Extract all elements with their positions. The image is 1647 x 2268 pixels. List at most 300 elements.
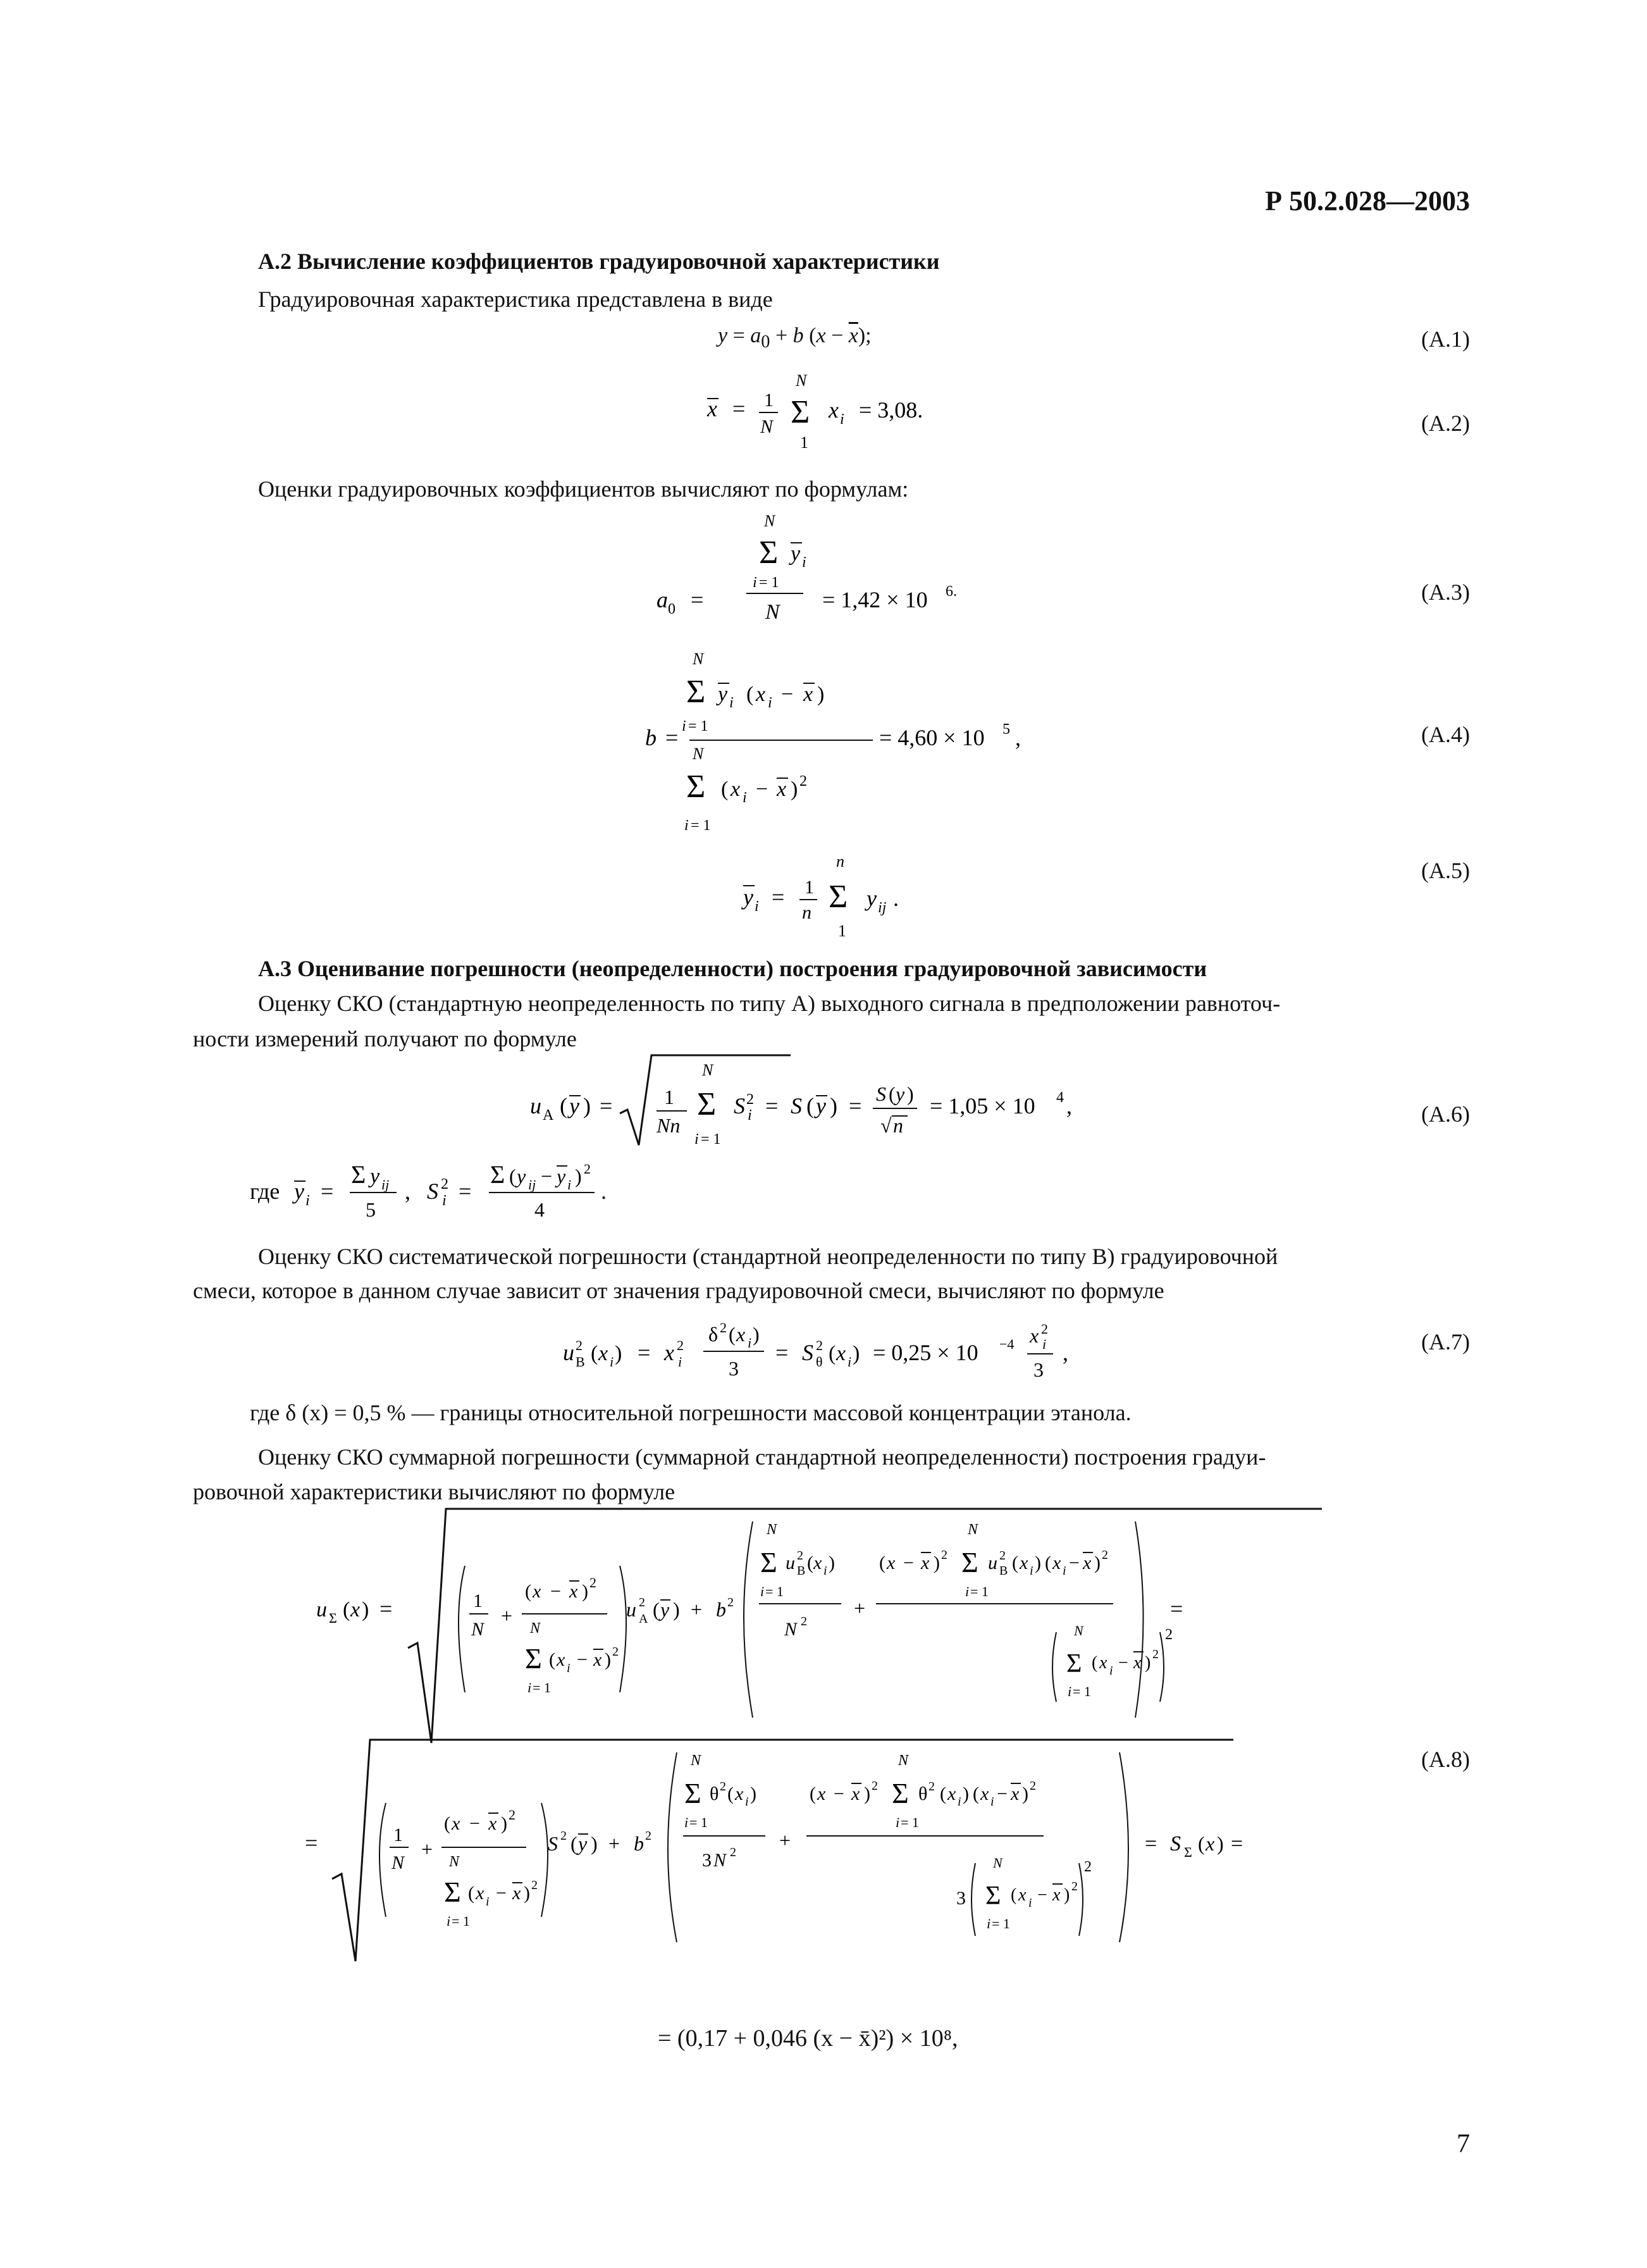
svg-text:= 1,42 × 10: = 1,42 × 10 [822, 587, 928, 612]
svg-text:3: 3 [1033, 1358, 1044, 1381]
svg-text:=: = [379, 1596, 393, 1621]
svg-text:x: x [731, 778, 741, 801]
svg-text:y: y [569, 1093, 579, 1119]
svg-text:,: , [1015, 725, 1021, 750]
equation-a2 [696, 367, 1025, 462]
svg-text:): ) [362, 1598, 369, 1621]
svg-text:2: 2 [509, 1807, 515, 1823]
svg-text:i: i [486, 1895, 490, 1909]
svg-text:−: − [756, 778, 768, 801]
svg-text:−: − [834, 1783, 844, 1804]
svg-text:= 1: = 1 [992, 1916, 1010, 1931]
equation-a6 [525, 1044, 1189, 1151]
svg-text:Σ: Σ [329, 1610, 337, 1626]
svg-text:2: 2 [1102, 1548, 1108, 1562]
svg-text:x: x [851, 1783, 860, 1804]
svg-text:i: i [684, 1814, 689, 1830]
svg-text:x: x [829, 397, 839, 423]
equation-number-a8: (А.8) [1421, 1747, 1470, 1772]
svg-text:a: a [657, 587, 668, 612]
svg-text:x: x [1020, 1552, 1028, 1573]
svg-text:): ) [673, 1598, 680, 1621]
svg-text:x: x [1052, 1885, 1061, 1905]
svg-text:N: N [767, 1521, 777, 1538]
svg-text:x: x [1018, 1885, 1027, 1905]
svg-text:=: = [849, 1093, 862, 1119]
svg-text:= 1: = 1 [533, 1680, 551, 1695]
svg-text:6.: 6. [946, 583, 957, 600]
svg-text:i: i [760, 1583, 765, 1599]
svg-text:(: ( [806, 1093, 814, 1119]
svg-text:i: i [610, 1354, 614, 1370]
equation-a3 [639, 512, 1044, 639]
svg-text:(: ( [343, 1598, 350, 1621]
svg-text:(: ( [829, 1342, 836, 1365]
where-formula-yi-si [250, 1148, 705, 1230]
svg-text:(: ( [444, 1813, 450, 1834]
svg-text:= 1: = 1 [901, 1814, 919, 1830]
section-a3-p2-line1: Оценку СКО систематической погрешности (стандартной неопределенности по типу В) градуировочной [258, 1244, 1278, 1269]
svg-text:N: N [796, 371, 807, 390]
svg-text:2: 2 [584, 1161, 591, 1177]
svg-text:(: ( [810, 1783, 816, 1804]
svg-text:1: 1 [800, 433, 808, 452]
svg-text:(: ( [549, 1649, 555, 1670]
svg-text:b: b [645, 725, 657, 750]
svg-text:(: ( [571, 1832, 577, 1855]
svg-text:+: + [608, 1832, 620, 1855]
svg-text:0: 0 [668, 601, 675, 617]
svg-text:−: − [496, 1883, 507, 1904]
svg-text:=: = [321, 1179, 334, 1204]
svg-text:3: 3 [702, 1850, 712, 1871]
svg-text:x: x [707, 396, 717, 421]
svg-text:): ) [615, 1342, 622, 1365]
svg-text:): ) [591, 1832, 598, 1855]
svg-text:2: 2 [589, 1575, 596, 1590]
svg-text:Σ: Σ [961, 1546, 978, 1578]
svg-text:N: N [993, 1855, 1002, 1871]
svg-text:(: ( [1012, 1552, 1018, 1573]
svg-text:+: + [421, 1838, 433, 1861]
svg-text:): ) [753, 1323, 760, 1346]
svg-text:(: ( [727, 1783, 734, 1804]
svg-text:+: + [501, 1604, 513, 1627]
svg-text:+: + [854, 1597, 866, 1620]
svg-text:=: = [775, 1340, 789, 1365]
svg-text:2: 2 [531, 1878, 538, 1892]
svg-text:x: x [803, 683, 813, 706]
svg-text:ij: ij [878, 900, 887, 916]
svg-text:N: N [1074, 1623, 1083, 1639]
svg-text:=: = [732, 396, 746, 421]
coefficients-intro: Оценки градуировочных коэффициентов вычисляют по формулам: [258, 476, 909, 502]
svg-text:= 1: = 1 [701, 1131, 721, 1148]
svg-text:b: b [634, 1832, 644, 1855]
svg-text:= 4,60 × 10: = 4,60 × 10 [879, 725, 985, 750]
svg-text:u: u [316, 1598, 327, 1621]
svg-text:S: S [802, 1340, 813, 1365]
svg-text:n: n [893, 1114, 903, 1137]
svg-text:B: B [797, 1564, 806, 1578]
equation-a5 [727, 848, 980, 955]
svg-text:ij: ij [528, 1177, 536, 1193]
svg-text:x: x [777, 778, 787, 801]
svg-text:): ) [1022, 1783, 1028, 1804]
svg-text:= 1: = 1 [765, 1583, 784, 1599]
svg-text:y: y [660, 1598, 670, 1621]
section-a3-title: А.3 Оценивание погрешности (неопределенности) построения градуировочной зависимости [258, 956, 1207, 981]
svg-text:(: ( [653, 1598, 660, 1621]
svg-text:x: x [921, 1552, 930, 1573]
svg-text:= 3,08.: = 3,08. [859, 397, 923, 423]
svg-text:x: x [887, 1552, 896, 1573]
equation-number-a7: (А.7) [1421, 1329, 1470, 1354]
svg-text:Σ: Σ [686, 674, 706, 710]
svg-text:x: x [1030, 1324, 1039, 1347]
svg-text:2: 2 [441, 1176, 448, 1193]
equation-a8-final: = (0,17 + 0,046 (x − x̄)²) × 10⁸, [658, 2025, 958, 2052]
svg-text:N: N [898, 1752, 909, 1769]
svg-text:i: i [694, 1131, 699, 1148]
svg-text:−: − [550, 1581, 561, 1602]
svg-text:S: S [734, 1093, 745, 1119]
svg-text:i: i [1042, 1336, 1047, 1352]
svg-text:): ) [817, 683, 825, 706]
svg-text:Σ: Σ [1184, 1844, 1192, 1860]
svg-text:x: x [598, 1342, 608, 1365]
svg-text:2: 2 [677, 1337, 684, 1353]
svg-text:2: 2 [576, 1337, 583, 1353]
svg-text:u: u [786, 1552, 795, 1573]
section-a2-intro: Градуировочная характеристика представлена в виде [258, 287, 773, 312]
svg-text:+: + [779, 1829, 791, 1852]
svg-text:N: N [702, 1061, 713, 1079]
section-a3-p3-line2: ровочной характеристики вычисляют по формуле [193, 1479, 675, 1504]
svg-text:(: ( [509, 1165, 516, 1187]
svg-text:1: 1 [764, 390, 774, 411]
svg-text:y: y [370, 1165, 380, 1188]
svg-text:i: i [1030, 1564, 1033, 1578]
svg-text:): ) [830, 1093, 837, 1119]
svg-text:1: 1 [838, 922, 846, 940]
svg-text:x: x [980, 1783, 989, 1804]
svg-text:u: u [530, 1093, 541, 1119]
svg-text:n: n [836, 852, 844, 871]
svg-text:x: x [735, 1783, 744, 1804]
svg-text:x: x [664, 1340, 674, 1365]
svg-text:Σ: Σ [892, 1777, 909, 1809]
svg-text:−4: −4 [999, 1336, 1015, 1352]
svg-text:N: N [764, 512, 775, 530]
svg-text:=: = [600, 1093, 613, 1119]
svg-text:+: + [691, 1598, 703, 1621]
svg-text:−: − [997, 1783, 1008, 1804]
svg-text:x: x [452, 1813, 460, 1834]
svg-text:S: S [548, 1832, 558, 1855]
svg-text:5: 5 [366, 1198, 376, 1221]
svg-text:Σ: Σ [760, 1546, 777, 1578]
svg-text:Σ: Σ [1066, 1649, 1082, 1678]
svg-text:i: i [1028, 1896, 1032, 1910]
svg-text:(: ( [1198, 1832, 1205, 1855]
svg-text:i: i [987, 1916, 991, 1931]
svg-text:2: 2 [816, 1337, 823, 1353]
svg-text:2: 2 [1071, 1880, 1078, 1893]
svg-text:x: x [476, 1883, 484, 1904]
svg-text:i: i [745, 1795, 749, 1809]
svg-text:x: x [813, 1552, 822, 1573]
svg-text:): ) [605, 1649, 611, 1670]
svg-text:i: i [748, 1107, 752, 1124]
svg-text:,: , [405, 1179, 410, 1204]
svg-text:(: ( [807, 1552, 813, 1573]
svg-text:(: ( [879, 1552, 885, 1573]
svg-text:Σ: Σ [444, 1876, 461, 1908]
svg-text:N: N [530, 1620, 541, 1637]
section-a3-p1-line2: ности измерений получают по формуле [193, 1026, 577, 1051]
svg-text:=: = [305, 1830, 318, 1856]
svg-text:): ) [853, 1342, 860, 1365]
svg-text:Σ: Σ [985, 1881, 1001, 1911]
svg-text:(: ( [1092, 1653, 1098, 1673]
document-id: Р 50.2.028—2003 [1265, 185, 1470, 216]
svg-text:i: i [305, 1193, 310, 1209]
svg-text:−: − [1118, 1653, 1128, 1673]
svg-text:2: 2 [999, 1549, 1006, 1563]
svg-text:(: ( [746, 683, 754, 706]
section-a3-p1-line1: Оценку СКО (стандартную неопределенность по типу А) выходного сигнала в предположении равноточ- [258, 991, 1281, 1016]
svg-text:x: x [1083, 1552, 1092, 1573]
svg-text:S: S [1170, 1832, 1181, 1856]
svg-text:u: u [626, 1598, 636, 1621]
svg-text:u: u [563, 1340, 574, 1365]
svg-text:2: 2 [560, 1829, 567, 1843]
svg-text:y: y [294, 1179, 304, 1204]
where-delta-text: где δ (x) = 0,5 % — границы относительной погрешности массовой концентрации этанола. [250, 1400, 1132, 1425]
page-number: 7 [1457, 2129, 1470, 2159]
svg-text:(: ( [889, 1082, 896, 1105]
svg-text:x: x [557, 1649, 565, 1670]
svg-text:Σ: Σ [686, 769, 706, 805]
svg-text:Σ: Σ [791, 394, 810, 430]
svg-text:Nn: Nn [657, 1114, 681, 1137]
svg-text:i: i [1109, 1664, 1113, 1678]
equation-a1: $y = a_0 + b$ $(x - \overline{x})$; [718, 324, 872, 352]
svg-text:x: x [1052, 1552, 1061, 1573]
svg-text:=: = [665, 725, 679, 750]
svg-text:i: i [848, 1354, 852, 1370]
svg-text:=: = [1231, 1832, 1243, 1856]
svg-text:i: i [958, 1795, 961, 1809]
svg-text:Σ: Σ [490, 1160, 505, 1189]
svg-text:x: x [947, 1783, 956, 1804]
svg-text:i: i [1063, 1564, 1066, 1578]
svg-text:i: i [896, 1814, 900, 1830]
svg-text:): ) [1145, 1653, 1151, 1673]
svg-text:= 1: = 1 [688, 718, 708, 734]
svg-text:= 1: = 1 [689, 1814, 708, 1830]
equation-number-a5: (А.5) [1421, 858, 1470, 883]
svg-text:i: i [682, 718, 686, 734]
svg-text:2: 2 [941, 1548, 947, 1562]
svg-text:S: S [876, 1082, 886, 1105]
svg-text:−: − [577, 1649, 588, 1670]
svg-text:(: ( [721, 778, 729, 801]
svg-text:x: x [488, 1813, 497, 1834]
svg-text:): ) [583, 1093, 591, 1119]
svg-text:y: y [718, 683, 728, 706]
svg-text:x: x [756, 683, 766, 706]
svg-text:(: ( [468, 1883, 474, 1904]
svg-text:θ: θ [710, 1783, 719, 1804]
svg-text:(: ( [1011, 1885, 1017, 1905]
equation-number-a2: (А.2) [1421, 411, 1470, 436]
svg-text:): ) [1094, 1552, 1101, 1573]
svg-text:N: N [693, 650, 704, 668]
svg-text:.: . [893, 886, 899, 911]
svg-text:N: N [471, 1619, 484, 1640]
svg-text:= 1: = 1 [691, 817, 711, 834]
equation-number-a3: (А.3) [1421, 579, 1470, 605]
svg-text:i: i [567, 1177, 572, 1193]
svg-text:2: 2 [612, 1645, 619, 1659]
svg-text:): ) [1035, 1552, 1041, 1573]
svg-text:=: = [772, 884, 785, 910]
svg-text:2: 2 [720, 1320, 727, 1335]
svg-text:): ) [963, 1783, 969, 1804]
svg-text:i: i [753, 574, 757, 591]
svg-text:,: , [1066, 1093, 1072, 1119]
svg-text:= 0,25 × 10: = 0,25 × 10 [873, 1340, 978, 1365]
svg-text:y: y [791, 542, 801, 566]
svg-text:Σ: Σ [759, 535, 779, 571]
svg-text:i: i [527, 1680, 532, 1695]
svg-text:(: ( [940, 1783, 946, 1804]
svg-text:x: x [569, 1581, 578, 1602]
svg-text:x: x [736, 1323, 746, 1346]
svg-text:i: i [824, 1564, 827, 1578]
svg-text:Σ: Σ [684, 1777, 701, 1809]
svg-text:N: N [691, 1752, 701, 1769]
svg-text:2: 2 [801, 1614, 807, 1628]
svg-text:i: i [990, 1795, 994, 1809]
svg-text:(: ( [525, 1581, 531, 1602]
svg-text:2: 2 [720, 1780, 726, 1794]
svg-text:N: N [784, 1619, 798, 1640]
svg-text:= 1: = 1 [970, 1583, 989, 1599]
svg-text:= 1: = 1 [1073, 1683, 1091, 1699]
svg-text:y: y [517, 1165, 526, 1187]
svg-text:S: S [791, 1093, 802, 1119]
svg-text:1: 1 [473, 1590, 483, 1611]
svg-text:2: 2 [727, 1596, 734, 1609]
svg-text:i: i [567, 1661, 571, 1675]
svg-text:1: 1 [805, 877, 814, 898]
svg-text:2: 2 [799, 773, 807, 790]
svg-text:(: ( [729, 1323, 736, 1346]
svg-text:N: N [968, 1521, 978, 1538]
svg-text:2: 2 [872, 1779, 878, 1793]
svg-text:): ) [864, 1783, 870, 1804]
svg-text:(: ( [591, 1342, 598, 1365]
svg-text:2: 2 [639, 1596, 645, 1609]
svg-text:2: 2 [928, 1780, 935, 1794]
svg-text:y: y [557, 1165, 566, 1187]
equation-number-a4: (А.4) [1421, 722, 1470, 747]
svg-text:i: i [1068, 1683, 1072, 1699]
svg-text:): ) [501, 1813, 507, 1834]
svg-text:−: − [1037, 1885, 1047, 1905]
svg-text:): ) [582, 1581, 588, 1602]
svg-text:2: 2 [1084, 1859, 1092, 1875]
svg-text:): ) [907, 1082, 914, 1105]
svg-text:=: = [459, 1179, 472, 1204]
svg-text:3: 3 [729, 1357, 739, 1380]
svg-text:−: − [469, 1813, 480, 1834]
svg-text:=: = [638, 1340, 651, 1365]
svg-text:y: y [867, 886, 877, 911]
svg-text:2: 2 [1152, 1647, 1159, 1661]
svg-text:S: S [427, 1179, 438, 1204]
svg-text:x: x [1099, 1653, 1107, 1673]
svg-text:θ: θ [918, 1783, 928, 1804]
svg-text:N: N [713, 1850, 727, 1871]
svg-text:b: b [716, 1598, 726, 1621]
svg-text:N: N [449, 1854, 460, 1870]
svg-text:−: − [781, 683, 794, 706]
svg-text:=: = [765, 1093, 779, 1119]
svg-text:i: i [729, 695, 734, 711]
svg-text:x: x [817, 1783, 826, 1804]
svg-text:Σ: Σ [351, 1160, 366, 1189]
svg-text:i: i [768, 695, 772, 711]
svg-text:): ) [829, 1552, 835, 1573]
svg-text:): ) [934, 1552, 940, 1573]
svg-text:4: 4 [1056, 1089, 1064, 1106]
svg-text:): ) [750, 1783, 756, 1804]
svg-text:n: n [802, 902, 811, 923]
svg-text:δ: δ [708, 1323, 719, 1346]
svg-text:u: u [988, 1552, 997, 1573]
svg-text:x: x [593, 1649, 602, 1670]
equation-number-a1: (А.1) [1421, 326, 1470, 352]
svg-text:y: y [578, 1832, 588, 1855]
svg-text:): ) [524, 1883, 530, 1904]
svg-text:−: − [903, 1552, 914, 1573]
svg-text:i: i [743, 790, 747, 806]
svg-text:= 1,05 × 10: = 1,05 × 10 [930, 1093, 1035, 1119]
equation-a8-line2 [297, 1733, 1385, 1967]
svg-text:x: x [533, 1581, 541, 1602]
svg-text:ij: ij [381, 1177, 390, 1193]
svg-text:5: 5 [1002, 721, 1010, 738]
svg-text:x: x [1133, 1653, 1142, 1673]
svg-text:2: 2 [1041, 1321, 1048, 1337]
section-a3-p3-line1: Оценку СКО суммарной погрешности (суммарной стандартной неопределенности) построения градуи- [258, 1444, 1266, 1470]
svg-text:= 1: = 1 [452, 1913, 470, 1929]
svg-text:i: i [802, 554, 806, 571]
svg-text:N: N [765, 600, 780, 624]
svg-text:=: = [691, 587, 704, 612]
svg-text:2: 2 [1165, 1627, 1173, 1643]
svg-text:): ) [791, 778, 798, 801]
svg-text:i: i [755, 898, 759, 915]
equation-a7 [563, 1310, 1132, 1392]
equation-a4 [626, 645, 1082, 848]
svg-text:1: 1 [393, 1825, 403, 1845]
svg-text:4: 4 [534, 1198, 545, 1221]
